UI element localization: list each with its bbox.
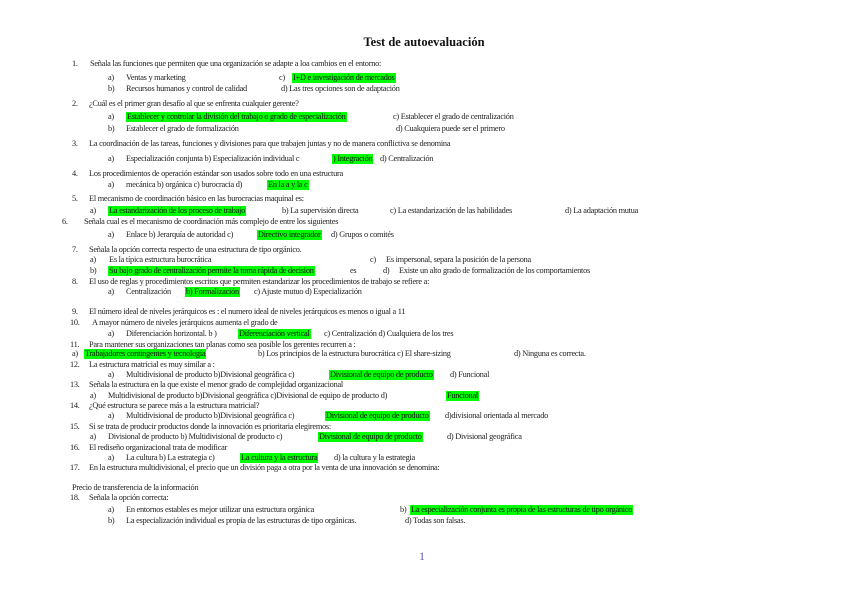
question-text: Existe un alto grado de formalización de los comportamientos — [399, 266, 590, 275]
question-text: El uso de reglas y procedimientos escritos que permiten estandarizar los procedimientos de trabajo se refiere a: — [89, 277, 430, 286]
question-text: Centralización — [126, 287, 171, 296]
item-label: 1. — [72, 59, 78, 68]
highlighted-answer: Directivo integrador — [258, 230, 321, 239]
item-label: 3. — [72, 139, 78, 148]
item-label: a) — [108, 370, 114, 379]
highlighted-answer: Divisional de equipo de producto — [330, 370, 433, 379]
question-text: Señala las funciones que permiten que una organización se adapte a loa cambios en el entorno: — [90, 59, 382, 68]
highlighted-answer: La estandarización de los proceso de trabajo — [109, 206, 245, 215]
item-label: a) — [108, 411, 114, 420]
question-text: Para mantener sus organizaciones tan planas como sea posible los gerentes recurren a : — [89, 340, 356, 349]
highlighted-answer: Su bajo grado de centralización permite la toma rápida de decision — [109, 266, 314, 275]
highlighted-answer: I+D e investigación de mercados — [293, 73, 395, 82]
question-text: c) La estandarización de las habilidades — [390, 206, 512, 215]
item-label: 12. — [70, 360, 80, 369]
item-label: 7. — [72, 245, 78, 254]
question-text: Es impersonal, separa la posición de la persona — [386, 255, 531, 264]
highlighted-answer: b) Formalización — [186, 287, 239, 296]
item-label: a) — [108, 453, 114, 462]
question-text: c) Centralización d) Cualquiera de los tres — [324, 329, 454, 338]
question-text: Recursos humanos y control de calidad — [126, 84, 247, 93]
question-text: La cultura b) La estrategia c) — [126, 453, 215, 462]
question-text: Especialización conjunta b) Especialización individual c — [126, 154, 300, 163]
item-label: 4. — [72, 169, 78, 178]
question-text: Multidivisional de producto b)Divisional geográfica c) — [126, 370, 295, 379]
highlighted-answer: Trabajadores contingentes y tecnología — [85, 349, 206, 358]
question-text: Los procedimientos de operación estándar son usados sobre todo en una estructura — [89, 169, 343, 178]
item-label: a) — [108, 329, 114, 338]
item-label: 13. — [70, 380, 80, 389]
item-label: a) — [90, 206, 96, 215]
item-label: a) — [108, 112, 114, 121]
question-text: El mecanismo de coordinación básico en las burocracias maquinal es: — [89, 194, 304, 203]
question-text: El número ideal de niveles jerárquicos es : el numero ideal de niveles jerárquicos es menos o igual a 11 — [89, 307, 406, 316]
question-text: c) Ajuste mutuo d) Especialización — [254, 287, 362, 296]
item-label: a) — [108, 154, 114, 163]
question-text: b) La supervisión directa — [282, 206, 359, 215]
item-label: 16. — [70, 443, 80, 452]
item-label: 14. — [70, 401, 80, 410]
item-label: 11. — [70, 340, 80, 349]
question-text: El rediseño organizacional trata de modificar — [89, 443, 228, 452]
question-text: En la estructura multidivisional, el precio que un división paga a otra por la venta de una innovación se denomina: — [89, 463, 440, 472]
item-label: 17. — [70, 463, 80, 472]
highlighted-answer: Funcional — [447, 391, 478, 400]
question-text: Ventas y marketing — [126, 73, 186, 82]
question-text: c) Establecer el grado de centralización — [393, 112, 514, 121]
question-text: Señala la opción correcta respecto de una estructura de tipo orgánico. — [89, 245, 302, 254]
item-label: b) — [108, 124, 115, 133]
question-text: Señala cual es el mecanismo de coordinación más complejo de entre los siguientes — [84, 217, 339, 226]
item-label: b) — [108, 84, 115, 93]
question-text: es — [350, 266, 357, 275]
question-text: mecánica b) orgánica c) burocracia d) — [126, 180, 243, 189]
question-text: En entornos estables es mejor utilizar una estructura orgánica — [126, 505, 315, 514]
question-text: Multidivisional de producto b)Divisional geográfica c)Divisional de equipo de producto d) — [108, 391, 388, 400]
question-text: b) — [400, 505, 407, 514]
question-text: Enlace b) Jerarquía de autoridad c) — [126, 230, 234, 239]
question-text: Establecer el grado de formalización — [126, 124, 239, 133]
item-label: b) — [90, 266, 97, 275]
question-text: Multidivisional de producto b)Divisional geográfica c) — [126, 411, 295, 420]
question-text: d) Cuakquiera puede ser el primero — [396, 124, 505, 133]
highlighted-answer: Diferenciación vertical — [239, 329, 310, 338]
item-label: 10. — [70, 318, 80, 327]
item-label: 5. — [72, 194, 78, 203]
question-text: Si se trata de producir productos donde la innovación es prioritaria elegiremos: — [89, 422, 331, 431]
question-text: d) Las tres opciones son de adaptación — [281, 84, 400, 93]
question-text: Es la típica estructura burocrática — [109, 255, 212, 264]
item-label: a) — [90, 432, 96, 441]
question-text: d) La adaptación mutua — [565, 206, 639, 215]
document-title: Test de autoevaluación — [363, 35, 485, 49]
item-label: 15. — [70, 422, 80, 431]
item-label: 8. — [72, 277, 78, 286]
question-text: La especialización individual es propia de las estructuras de tipo orgánicas. — [126, 516, 357, 525]
highlighted-answer: ) Integración — [333, 154, 373, 163]
question-text: Precio de transferencia de la información — [72, 483, 199, 492]
item-label: a) — [90, 255, 96, 264]
question-text: d) Funcional — [450, 370, 490, 379]
item-label: a) — [90, 391, 96, 400]
question-text: d) la cultura y la estrategia — [334, 453, 415, 462]
question-text: Señala la estructura en la que existe el menor grado de complejidad organizacional — [89, 380, 343, 389]
question-text: c) — [279, 73, 285, 82]
item-label: a) — [72, 349, 78, 358]
question-text: La estructura matricial es muy similar a : — [89, 360, 215, 369]
question-text: b) Los principios de la estructura burocrática c) El share-sizing — [258, 349, 451, 358]
item-label: a) — [108, 505, 114, 514]
question-text: ¿Qué estructura se parece más a la estructura matricial? — [89, 401, 260, 410]
item-label: 2. — [72, 99, 78, 108]
highlighted-answer: En la a y la c — [268, 180, 308, 189]
item-label: 6. — [62, 217, 68, 226]
question-text: Diferenciación horizontal. b ) — [126, 329, 217, 338]
item-label: b) — [108, 516, 115, 525]
highlighted-answer: La especialización conjunta es propia de las estructuras de tipo orgánico — [411, 505, 633, 514]
item-label: a) — [108, 73, 114, 82]
item-label: a) — [108, 287, 114, 296]
highlighted-answer: Divisional de equipo de producto — [326, 411, 429, 420]
question-text: La coordinación de las tareas, funciones y divisiones para que trabajen juntas y no de manera conflictiva se denomina — [89, 139, 451, 148]
question-text: d) Centralización — [380, 154, 434, 163]
item-label: a) — [108, 180, 114, 189]
question-text: A mayor número de niveles jerárquicos aumenta el grado de — [92, 318, 278, 327]
highlighted-answer: Divisional de equipo de producto — [319, 432, 422, 441]
question-text: Divisional de producto b) Multidivisional de producto c) — [108, 432, 283, 441]
question-text: d) Grupos o comités — [331, 230, 394, 239]
question-text: Señala la opción correcta: — [89, 493, 169, 502]
highlighted-answer: Establecer y controlar la división del trabajo o grado de especialización — [127, 112, 346, 121]
question-text: ¿Cuál es el primer gran desafío al que se enfrenta cualquier gerente? — [89, 99, 299, 108]
question-text: d) Todas son falsas. — [405, 516, 466, 525]
question-text: c) — [370, 255, 376, 264]
question-text: d) Divisional geográfica — [447, 432, 522, 441]
item-label: a) — [108, 230, 114, 239]
highlighted-answer: La cultura y la estructura — [241, 453, 318, 462]
item-label: 9. — [72, 307, 78, 316]
page-number: 1 — [419, 549, 425, 563]
question-text: d) — [383, 266, 390, 275]
question-text: d) Ninguna es correcta. — [514, 349, 586, 358]
item-label: 18. — [70, 493, 80, 502]
question-text: d)divisional orientada al mercado — [445, 411, 549, 420]
